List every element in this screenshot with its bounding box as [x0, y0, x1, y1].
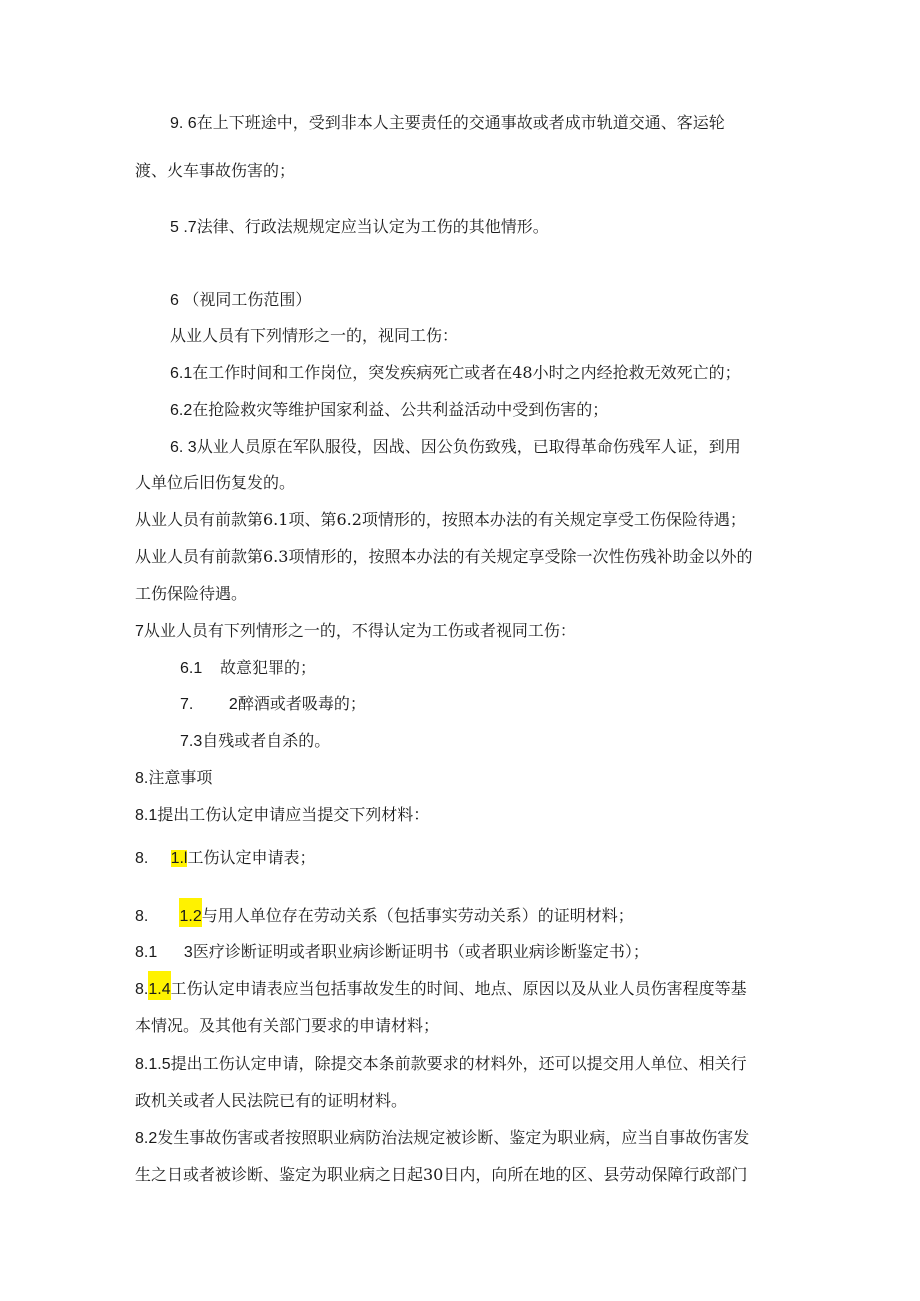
paragraph-line: 生之日或者被诊断、鉴定为职业病之日起30日内，向所在地的区、县劳动保障行政部门: [135, 1165, 748, 1184]
list-item: 8.1 3医疗诊断证明或者职业病诊断证明书（或者职业病诊断鉴定书）；: [135, 942, 649, 961]
paragraph-line: 8.1提出工伤认定申请应当提交下列材料：: [135, 805, 430, 824]
list-item: 8. 1.2与用人单位存在劳动关系（包括事实劳动关系）的证明材料；: [135, 905, 634, 928]
list-item: 6.2在抢险救灾等维护国家利益、公共利益活动中受到伤害的；: [170, 400, 609, 419]
list-item: 7. 2醉酒或者吸毒的；: [180, 694, 366, 713]
section-heading: 8.注意事项: [135, 768, 213, 787]
section-heading: 7从业人员有下列情形之一的，不得认定为工伤或者视同工伤：: [135, 621, 576, 640]
list-item: 6.1 故意犯罪的；: [180, 658, 317, 677]
paragraph-line: 政机关或者人民法院已有的证明材料。: [135, 1091, 408, 1110]
paragraph-line: 本情况。及其他有关部门要求的申请材料；: [135, 1016, 440, 1035]
list-item: 8.1.5提出工伤认定申请，除提交本条前款要求的材料外，还可以提交用人单位、相关行: [135, 1054, 747, 1073]
list-item: 6.1在工作时间和工作岗位，突发疾病死亡或者在48小时之内经抢救无效死亡的；: [170, 363, 741, 382]
paragraph-line: 人单位后旧伤复发的。: [135, 473, 296, 492]
paragraph-line: 从业人员有下列情形之一的，视同工伤：: [170, 326, 459, 345]
paragraph-line: 9. 6在上下班途中，受到非本人主要责任的交通事故或者成市轨道交通、客运轮: [170, 113, 725, 132]
paragraph-line: 从业人员有前款第6.1项、第6.2项情形的，按照本办法的有关规定享受工伤保险待遇；: [135, 510, 746, 529]
paragraph-line: 渡、火车事故伤害的；: [135, 161, 296, 180]
highlight-mark: 1.l: [170, 850, 188, 867]
list-item: 8. 1.l工伤认定申请表；: [135, 848, 316, 867]
list-item: 7.3自残或者自杀的。: [180, 731, 331, 750]
list-item: 8.1.4工伤认定申请表应当包括事故发生的时间、地点、原因以及从业人员伤害程度等基: [135, 978, 747, 1001]
paragraph-line: 工伤保险待遇。: [135, 584, 248, 603]
highlight-mark: 1.2: [179, 898, 201, 927]
list-item: 6. 3从业人员原在军队服役，因战、因公负伤致残，已取得革命伤残军人证，到用: [170, 437, 741, 456]
list-item: 8.2发生事故伤害或者按照职业病防治法规定被诊断、鉴定为职业病，应当自事故伤害发: [135, 1128, 750, 1147]
section-heading: 6 （视同工伤范围）: [170, 290, 312, 309]
highlight-mark: 1.4: [148, 971, 170, 1000]
paragraph-line: 5 .7法律、行政法规规定应当认定为工伤的其他情形。: [170, 217, 549, 236]
paragraph-line: 从业人员有前款第6.3项情形的，按照本办法的有关规定享受除一次性伤残补助金以外的: [135, 547, 753, 566]
